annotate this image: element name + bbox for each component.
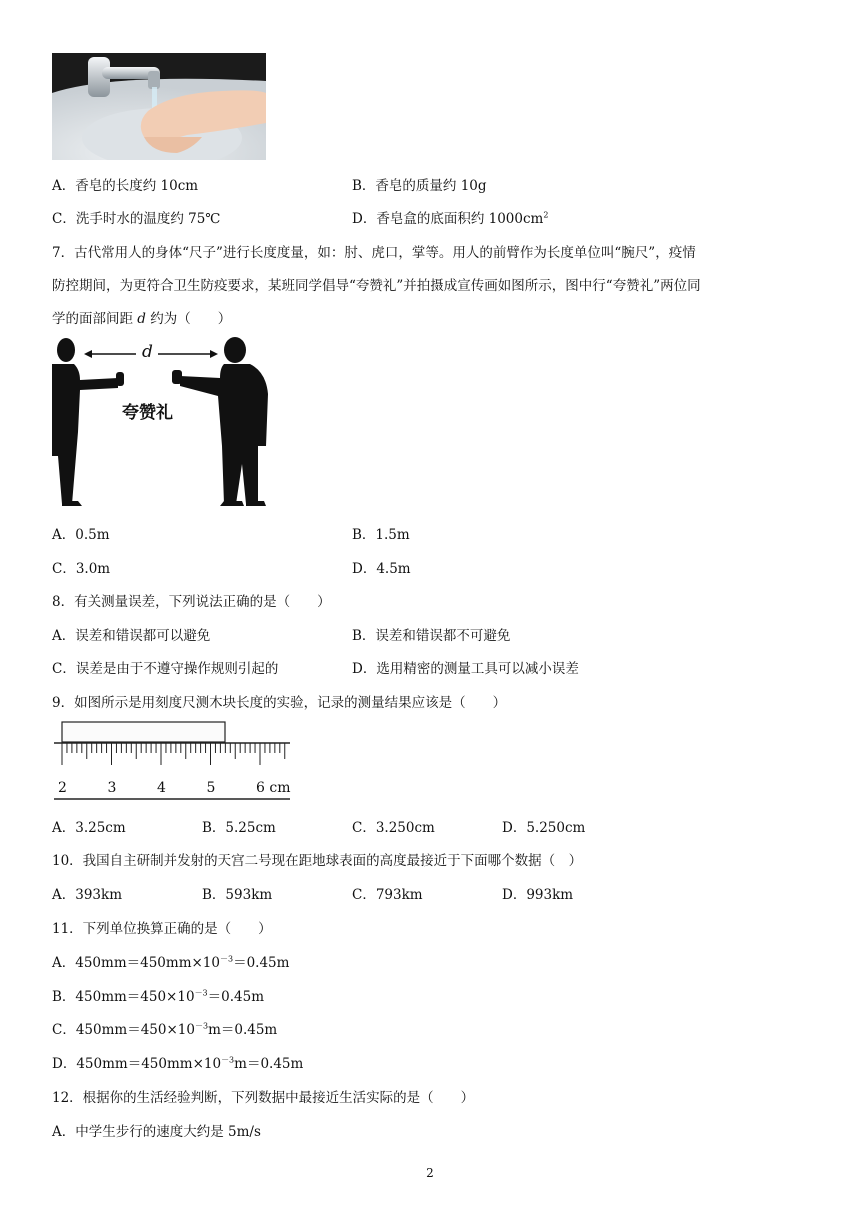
ruler-tick-label: 3 (107, 780, 117, 796)
q10-option-a: A．393km (52, 887, 122, 903)
ruler-figure (52, 716, 294, 802)
q11-option-d: D．$450mm=450mm\times 10^{-3}m=0.45m$ (52, 1055, 304, 1072)
q7-stem-line-2: 防控期间，为更符合卫生防疫要求，某班同学倡导“夸赞礼”并拍摄成宣传画如图所示，图中行“夸赞礼”两位同 (52, 278, 701, 294)
q6-option-c: C．洗手时水的温度约 75℃ (52, 211, 221, 227)
q11-option-a: A．$450mm=450mm\times 10^{-3}=0.45m$ (52, 954, 290, 971)
q8-option-a: A．误差和错误都可以避免 (52, 628, 211, 644)
q10-option-c: C．793km (352, 887, 423, 903)
q9-stem: 9．如图所示是用刻度尺测木块长度的实验，记录的测量结果应该是（ ） (52, 695, 507, 711)
q12-stem: 12．根据你的生活经验判断，下列数据中最接近生活实际的是（ ） (52, 1090, 475, 1106)
q9-option-d: D．5.250cm (502, 820, 586, 836)
q9-option-b: B．5.25cm (202, 820, 276, 836)
greeting-figure (52, 336, 272, 508)
q6-option-b: B．香皂的质量约 10g (352, 178, 487, 194)
ruler-tick-label: 4 (157, 780, 166, 796)
q9-option-c: C．3.250cm (352, 820, 435, 836)
q8-option-c: C．误差是由于不遵守操作规则引起的 (52, 661, 279, 677)
q12-option-a: A．中学生步行的速度大约是 5m/s (52, 1124, 261, 1140)
q10-option-d: D．993km (502, 887, 574, 903)
q8-option-d: D．选用精密的测量工具可以减小误差 (352, 661, 579, 677)
q8-option-b: B．误差和错误都不可避免 (352, 628, 511, 644)
q6-option-d: D．香皂盒的底面积约 $1000cm^2$ (352, 210, 549, 227)
q7-option-d: D．4.5m (352, 561, 411, 577)
q10-option-b: B．593km (202, 887, 273, 903)
q7-stem-line-1: 7．古代常用人的身体“尺子”进行长度度量，如：肘、虎口，掌等。用人的前臂作为长度单位叫“腕尺”，疫情 (52, 245, 696, 261)
q7-stem-line-3: 学的面部间距 d 约为（ ） (52, 311, 232, 327)
q7-option-c: C．3.0m (52, 561, 111, 577)
q9-option-a: A．3.25cm (52, 820, 126, 836)
figure-caption: 夸赞礼 (122, 403, 173, 423)
q7-option-a: A．0.5m (52, 527, 110, 543)
ruler-tick-label: 6 cm (256, 780, 291, 796)
wooden-block (62, 722, 225, 742)
q11-option-c: C．$450mm=450\times 10^{-3}m=0.45m$ (52, 1021, 278, 1038)
q6-option-a: A．香皂的长度约 10cm (52, 178, 199, 194)
q10-stem: 10．我国自主研制并发射的天宫二号现在距地球表面的高度最接近于下面哪个数据（ ） (52, 853, 583, 869)
q11-option-b: B．$450mm=450\times 10^{-3}=0.45m$ (52, 988, 265, 1005)
q11-stem: 11．下列单位换算正确的是（ ） (52, 921, 272, 937)
handwashing-photo (52, 53, 266, 160)
distance-label: d (142, 342, 153, 362)
page-number: 2 (426, 1166, 434, 1180)
ruler-tick-label: 2 (58, 780, 67, 796)
ruler-tick-label: 5 (206, 780, 216, 796)
right-person-silhouette (172, 337, 268, 506)
left-person-silhouette (52, 338, 124, 506)
q8-stem: 8．有关测量误差，下列说法正确的是（ ） (52, 594, 331, 610)
q7-option-b: B．1.5m (352, 527, 410, 543)
